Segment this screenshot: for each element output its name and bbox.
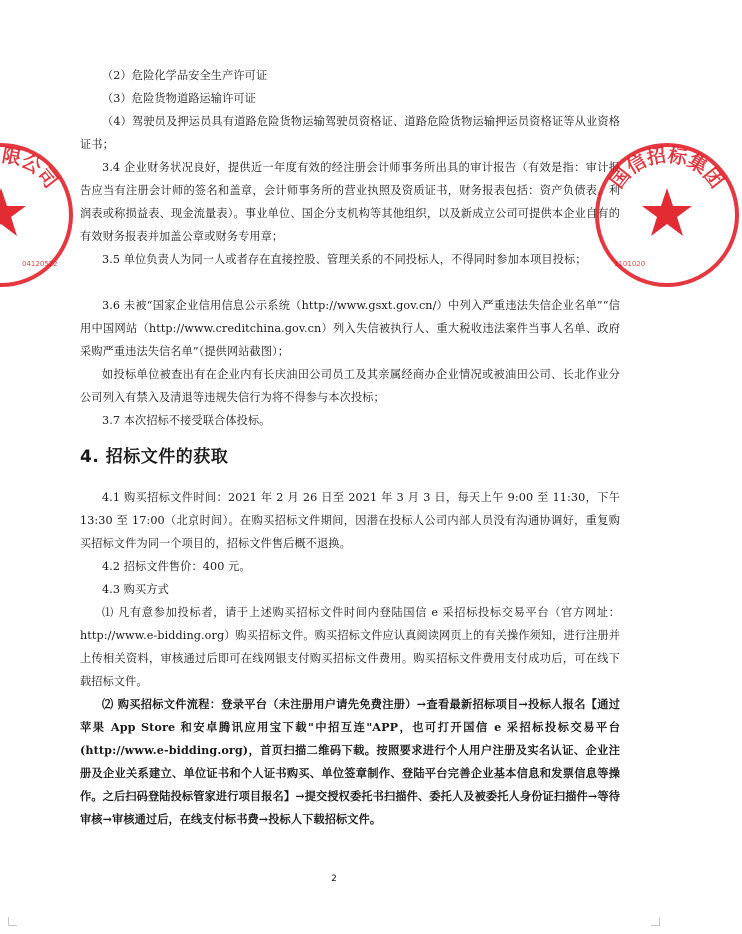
paragraph-no-consortium: 3.7 本次招标不接受联合体投标。 (102, 414, 271, 427)
paragraph-purchase-time: 4.1 购买招标文件时间：2021 年 2 月 26 日至 2021 年 3 月 3 日，每天上午 9:00 至 11:30，下午 13:30 至 17:00（北京时间）。在购买招标文件期间，因潜在投标人公司内部人员没有沟通协调好，重复购买招标文件为同一个项目的，招标文件售后概不退换。 (80, 491, 620, 550)
paragraph-same-principal: 3.5 单位负责人为同一人或者存在直接控股、管理关系的不同投标人，不得同时参加本项目投标； (102, 253, 587, 266)
right-seal-number: 1101020 (614, 260, 646, 268)
paragraph-credit-check: 3.6 未被“国家企业信用信息公示系统（http://www.gsxt.gov.cn/）中列入严重违法失信企业名单”“信用中国网站（http://www.creditchina.gov.cn）列入失信被执行人、重大税收违法案件当事人名单、政府采购严重违法失信名单”（提供网站截图）； (80, 299, 620, 358)
left-seal-number: 04120522 (22, 260, 58, 268)
paragraph-purchase-method: 4.3 购买方式 (102, 583, 169, 596)
paragraph-purchase-flow: ⑵ 购买招标文件流程：登录平台（未注册用户请先免费注册）→查看最新招标项目→投标人报名【通过苹果 App Store 和安卓腾讯应用宝下载"中招互连"APP，也可打开国信 e 采招标投标交易平台(http://www.e-bidding.org)，首页扫描二维码下载。按照要求进行个人用户注册及实名认证、企业注册及企业关系建立、单位证书和个人证书购买、单位签章制作、登陆平台完善企业基本信息和发票信息等操作。之后扫码登陆投标管家进行项目报名】→提交授权委托书扫描件、委托人及被委托人身份证扫描件→等待审核→审核通过后，在线支付标书费→投标人下载招标文件。 (80, 697, 620, 826)
page-number: 2 (331, 874, 337, 884)
page-corner-mark (8, 917, 17, 926)
section-heading: 4. 招标文件的获取 (80, 447, 229, 467)
company-seal-left (0, 140, 76, 290)
paragraph-purchase-online: ⑴ 凡有意参加投标者，请于上述购买招标文件时间内登陆国信 e 采招标投标交易平台（官方网址：http://www.e-bidding.org）购买招标文件。购买招标文件应认真阅读网页上的有关操作须知，进行注册并上传相关资料，审核通过后即可在线网银支付购买招标文件费用。购买招标文件费用支付成功后，可在线下载招标文件。 (80, 606, 620, 688)
page-corner-mark (651, 917, 660, 926)
seal-star-icon (0, 188, 26, 236)
paragraph-audit-report: 3.4 企业财务状况良好，提供近一年度有效的经注册会计师事务所出具的审计报告（有效是指：审计报告应当有注册会计师的签名和盖章，会计师事务所的营业执照及资质证书，财务报表包括：资产负债表、利润表或称损益表、现金流量表）。事业单位、国企分支机构等其他组织，以及新成立公司可提供本企业自有的有效财务报表并加盖公章或财务专用章； (80, 161, 620, 243)
seal-star-icon (642, 188, 692, 236)
company-seal-right (592, 140, 742, 290)
paragraph-driver-certificates: （4）驾驶员及押运员具有道路危险货物运输驾驶员资格证、道路危险货物运输押运员资格证等从业资格证书； (80, 115, 620, 151)
paragraph-transport-license: （3）危险货物道路运输许可证 (102, 92, 256, 105)
svg-text:国信招标集团 (606, 143, 727, 192)
right-seal-text: 国信招标集团 (606, 144, 728, 193)
left-seal-text: 限公司 (0, 144, 62, 193)
paragraph-hazchem-license: （2）危险化学品安全生产许可证 (102, 69, 268, 82)
paragraph-price: 4.2 招标文件售价：400 元。 (102, 560, 251, 573)
paragraph-integrity-clause: 如投标单位被查出有在企业内有长庆油田公司员工及其亲属经商办企业情况或被油田公司、长北作业分公司列入有禁入及清退等违规失信行为将不得参与本次投标； (80, 368, 620, 404)
